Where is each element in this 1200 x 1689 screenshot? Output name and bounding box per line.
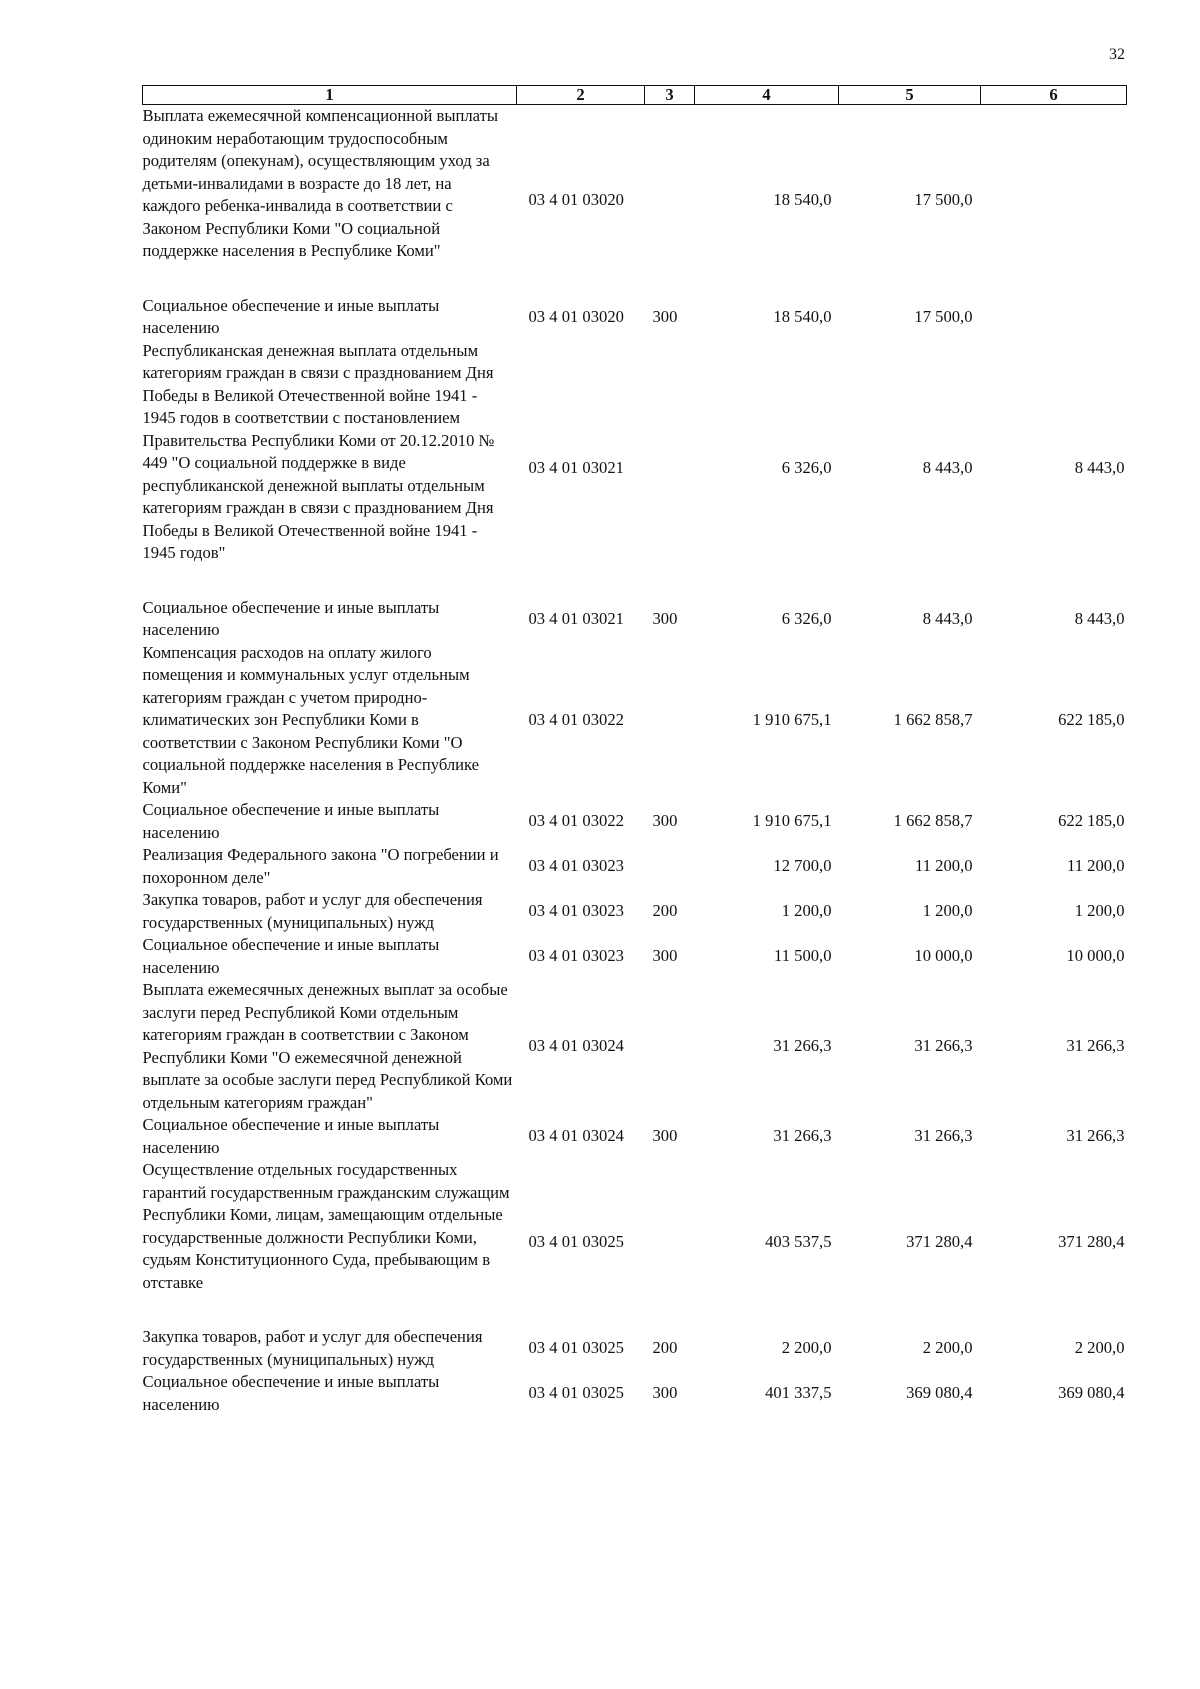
- row-value-col6: 1 200,0: [1074, 901, 1125, 921]
- row-value-col5: 11 200,0: [915, 856, 973, 876]
- row-expense-type: 300: [652, 608, 678, 628]
- table-row: [143, 295, 1127, 340]
- row-expense-type: [645, 1159, 695, 1326]
- row-value-col6: 31 266,3: [1066, 1126, 1125, 1146]
- row-name: Закупка товаров, работ и услуг для обеспечения государственных (муниципальных) нужд: [142, 890, 483, 932]
- header-col-1: 1: [143, 86, 517, 105]
- row-value-col6: 10 000,0: [1066, 946, 1125, 966]
- table-row: [143, 105, 1127, 295]
- row-value-col5: 1 662 858,7: [893, 811, 973, 831]
- row-value-col4: 6 326,0: [781, 457, 832, 477]
- row-value-col4: 403 537,5: [765, 1232, 832, 1252]
- row-value-col5: 17 500,0: [914, 189, 973, 209]
- table-row: [143, 844, 1127, 889]
- table-row: [143, 799, 1127, 844]
- row-value-col5: 31 266,3: [914, 1126, 973, 1146]
- row-value-col5: 2 200,0: [922, 1338, 973, 1358]
- row-name: Социальное обеспечение и иные выплаты населению: [142, 935, 440, 977]
- row-value-col5: 369 080,4: [906, 1383, 973, 1403]
- row-value-col5: 8 443,0: [922, 457, 973, 477]
- row-expense-type: [645, 979, 695, 1114]
- row-value-col5: 1 662 858,7: [893, 710, 973, 729]
- row-name: Выплата ежемесячных денежных выплат за особые заслуги перед Республикой Коми отдельным категориям граждан в соответствии с Законом Республики Коми "О ежемесячной денежной выплате за особые заслуги перед Республикой Коми отдельным категориям граждан": [142, 980, 513, 1112]
- row-expense-type: 300: [652, 1126, 678, 1146]
- table-body: [143, 105, 1127, 1417]
- row-value-col6: 8 443,0: [1074, 457, 1125, 477]
- table-row: [143, 979, 1127, 1114]
- table-row: [143, 1159, 1127, 1326]
- row-value-col5: 17 500,0: [914, 306, 973, 326]
- row-code: 03 4 01 03025: [528, 1338, 624, 1358]
- row-code: 03 4 01 03023: [528, 901, 624, 921]
- header-col-3: 3: [645, 86, 695, 105]
- row-name: Республиканская денежная выплата отдельным категориям граждан в связи с празднованием Дня Победы в Великой Отечественной войне 1941 - 1945 годов в соответствии с постановлением Правительства Республики Коми от 20.12.2010 № 449 "О социальной поддержке в виде республиканской денежной выплаты отдельным категориям граждан в связи с празднованием Дня Победы в Великой Отечественной войне 1941 - 1945 годов": [142, 340, 495, 562]
- row-value-col4: 6 326,0: [781, 608, 832, 628]
- row-code: 03 4 01 03025: [528, 1383, 624, 1403]
- row-expense-type: 300: [652, 306, 678, 326]
- table-row: [143, 889, 1127, 934]
- row-value-col4: 1 910 675,1: [752, 710, 832, 729]
- row-value-col5: 31 266,3: [914, 1036, 973, 1056]
- row-value-col4: 2 200,0: [781, 1338, 832, 1358]
- row-value-col6: 371 280,4: [1058, 1232, 1125, 1252]
- row-expense-type: [645, 340, 695, 597]
- row-expense-type: [645, 642, 695, 800]
- row-value-col6: 369 080,4: [1058, 1383, 1125, 1403]
- table-row: [143, 1371, 1127, 1416]
- row-value-col4: 1 910 675,1: [752, 811, 832, 831]
- row-expense-type: 300: [652, 811, 678, 831]
- header-col-5: 5: [839, 86, 981, 105]
- row-name: Социальное обеспечение и иные выплаты населению: [142, 800, 440, 842]
- header-col-4: 4: [695, 86, 839, 105]
- row-name: Социальное обеспечение и иные выплаты населению: [142, 295, 440, 337]
- budget-table: [142, 85, 1127, 1416]
- row-name: Закупка товаров, работ и услуг для обеспечения государственных (муниципальных) нужд: [142, 1327, 483, 1369]
- row-code: 03 4 01 03024: [528, 1126, 624, 1146]
- row-expense-type: 300: [652, 1383, 678, 1403]
- row-value-col5: 8 443,0: [922, 608, 973, 628]
- row-name: Социальное обеспечение и иные выплаты населению: [142, 597, 440, 639]
- row-value-col6: [981, 295, 1127, 340]
- row-expense-type: 200: [652, 901, 678, 921]
- row-value-col6: 622 185,0: [1058, 811, 1125, 831]
- row-value-col4: 11 500,0: [774, 946, 832, 966]
- table-row: [143, 1114, 1127, 1159]
- row-code: 03 4 01 03023: [528, 856, 624, 876]
- row-value-col6: 31 266,3: [1066, 1036, 1125, 1056]
- row-name: Социальное обеспечение и иные выплаты населению: [142, 1372, 440, 1414]
- row-code: 03 4 01 03021: [528, 457, 624, 477]
- row-name: Реализация Федерального закона "О погребении и похоронном деле": [142, 845, 499, 887]
- table-row: [143, 597, 1127, 642]
- row-value-col6: 11 200,0: [1067, 856, 1125, 876]
- row-value-col5: 10 000,0: [914, 946, 973, 966]
- row-code: 03 4 01 03022: [528, 710, 624, 729]
- table-row: [143, 1326, 1127, 1371]
- header-col-6: 6: [981, 86, 1127, 105]
- row-value-col5: 371 280,4: [906, 1232, 973, 1252]
- table-row: [143, 934, 1127, 979]
- row-expense-type: 300: [652, 946, 678, 966]
- row-value-col4: 18 540,0: [773, 306, 832, 326]
- row-value-col4: 31 266,3: [773, 1036, 832, 1056]
- row-value-col5: 1 200,0: [922, 901, 973, 921]
- row-value-col4: 18 540,0: [773, 189, 832, 209]
- header-col-2: 2: [517, 86, 645, 105]
- row-value-col6: 8 443,0: [1074, 608, 1125, 628]
- row-code: 03 4 01 03025: [528, 1232, 624, 1252]
- row-name: Компенсация расходов на оплату жилого помещения и коммунальных услуг отдельным категориям граждан с учетом природно-климатических зон Республики Коми в соответствии с Законом Республики Коми "О социальной поддержке населения в Республике Коми": [142, 642, 480, 797]
- row-code: 03 4 01 03020: [528, 306, 624, 326]
- row-value-col4: 31 266,3: [773, 1126, 832, 1146]
- row-value-col6: 622 185,0: [1058, 710, 1125, 729]
- row-code: 03 4 01 03023: [528, 946, 624, 966]
- header-row: [143, 86, 1127, 105]
- row-code: 03 4 01 03022: [528, 811, 624, 831]
- table-row: [143, 642, 1127, 800]
- row-value-col4: 1 200,0: [781, 901, 832, 921]
- row-code: 03 4 01 03024: [528, 1036, 624, 1056]
- row-expense-type: [645, 105, 695, 295]
- row-name: Выплата ежемесячной компенсационной выплаты одиноким неработающим трудоспособным родителям (опекунам), осуществляющим уход за детьми-инвалидами в возрасте до 18 лет, на каждого ребенка-инвалида в соответствии с Законом Республики Коми "О социальной поддержке населения в Республике Коми": [142, 106, 498, 260]
- row-expense-type: [645, 844, 695, 889]
- table-row: [143, 340, 1127, 597]
- row-value-col4: 12 700,0: [773, 856, 832, 876]
- row-value-col4: 401 337,5: [765, 1383, 832, 1403]
- row-code: 03 4 01 03021: [528, 608, 624, 628]
- row-name: Осуществление отдельных государственных гарантий государственным гражданским служащим Республики Коми, лицам, замещающим отдельные государственные должности Республики Коми, судьям Конституционного Суда, пребывающим в отставке: [142, 1160, 510, 1292]
- table-header: [143, 86, 1127, 105]
- row-code: 03 4 01 03020: [528, 189, 624, 209]
- row-value-col6: [981, 105, 1127, 295]
- row-name: Социальное обеспечение и иные выплаты населению: [142, 1115, 440, 1157]
- page-number: 32: [1109, 46, 1125, 63]
- row-value-col6: 2 200,0: [1074, 1338, 1125, 1358]
- row-expense-type: 200: [652, 1338, 678, 1358]
